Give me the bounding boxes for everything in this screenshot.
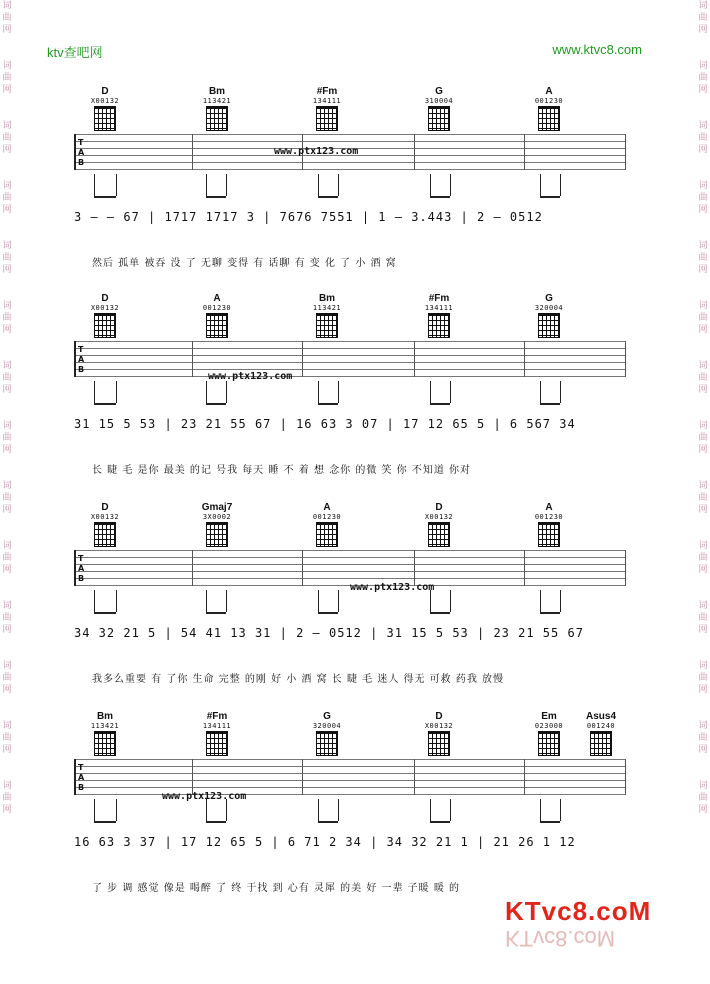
tab-staff	[74, 134, 626, 170]
chord-diagram	[80, 86, 130, 131]
chord-diagram	[80, 502, 130, 547]
chord-name: #Fm	[316, 86, 338, 97]
chord-diagram	[414, 293, 464, 338]
chord-fingering: 001230	[312, 513, 342, 521]
chord-fingering: 134111	[202, 722, 232, 730]
tab-staff	[74, 341, 626, 382]
site-url-header[interactable]: www.ktvc8.com	[552, 42, 642, 57]
side-watermark-left: 词曲网 词曲网 词曲网 词曲网 词曲网 词曲网 词曲网 词曲网 词曲网 词曲网 词曲网 词曲网 词曲网 词曲网	[2, 1, 12, 815]
site-watermark: www.ptx123.com	[208, 371, 293, 382]
chord-name: #Fm	[206, 711, 228, 722]
chord-diagram	[80, 293, 130, 338]
score-row-3	[74, 502, 626, 687]
chord-name: Em	[541, 711, 557, 722]
chord-fingering: 113421	[312, 304, 342, 312]
jianpu-notes: 3 – – 67 | 1717 1717 3 | 7676 7551 | 1 – 3.443 | 2 – 0512	[74, 210, 543, 224]
chord-name: Bm	[208, 86, 226, 97]
chord-fingering: 3X0002	[202, 513, 232, 521]
chord-name: Bm	[318, 293, 336, 304]
chord-diagram	[302, 502, 352, 547]
tab-clef: T A B	[78, 763, 85, 792]
rhythm-stems	[74, 590, 626, 618]
chord-fingering: X00132	[90, 97, 120, 105]
chord-grid	[428, 731, 450, 756]
chord-diagram	[192, 502, 242, 547]
chord-diagram	[414, 86, 464, 131]
chord-fingering: 320004	[534, 304, 564, 312]
rhythm-stems	[74, 799, 626, 827]
chord-grid	[94, 731, 116, 756]
chord-name: G	[545, 293, 553, 304]
score-row-1	[74, 86, 626, 271]
chord-name: Gmaj7	[201, 502, 233, 513]
chord-grid	[538, 522, 560, 547]
tab-staff	[74, 759, 626, 802]
chord-diagram	[192, 86, 242, 131]
chord-diagram	[80, 711, 130, 756]
chord-fingering: 001240	[586, 722, 616, 730]
jianpu-notes: 16 63 3 37 | 17 12 65 5 | 6 71 2 34 | 34 32 21 1 | 21 26 1 12	[74, 835, 576, 849]
chord-grid	[316, 731, 338, 756]
chord-grid	[206, 106, 228, 131]
chord-name: D	[101, 502, 109, 513]
chord-grid	[428, 522, 450, 547]
tab-clef: T A B	[78, 554, 85, 583]
chord-fingering: 001230	[534, 513, 564, 521]
chord-name: A	[545, 502, 553, 513]
chord-fingering: X00132	[424, 722, 454, 730]
lyrics-line: 然后 孤单 被吞 没 了 无聊 变得 有 话聊 有 变 化 了 小 酒 窝	[92, 258, 397, 269]
jianpu-notes: 34 32 21 5 | 54 41 13 31 | 2 – 0512 | 31 15 5 53 | 23 21 55 67	[74, 626, 584, 640]
chord-fingering: X00132	[424, 513, 454, 521]
chord-name: #Fm	[428, 293, 450, 304]
chord-name: G	[435, 86, 443, 97]
chord-diagram	[302, 293, 352, 338]
chord-fingering: 001230	[534, 97, 564, 105]
chord-diagram	[524, 711, 574, 756]
chord-grid	[590, 731, 612, 756]
jianpu-notes: 31 15 5 53 | 23 21 55 67 | 16 63 3 07 | 17 12 65 5 | 6 567 34	[74, 417, 576, 431]
chord-diagram	[302, 711, 352, 756]
tab-clef: T A B	[78, 345, 85, 374]
chord-name: A	[323, 502, 331, 513]
site-watermark: www.ptx123.com	[162, 791, 247, 802]
chord-diagram	[576, 711, 626, 756]
chord-diagram	[524, 293, 574, 338]
lyrics-line: 长 睫 毛 是你 最美 的记 号我 每天 睡 不 着 想 念你 的微 笑 你 不知道 你对	[92, 465, 472, 476]
chord-grid	[206, 522, 228, 547]
tab-clef: T A B	[78, 138, 85, 167]
chord-name: A	[545, 86, 553, 97]
chord-grid	[94, 313, 116, 338]
chord-grid	[206, 731, 228, 756]
rhythm-stems	[74, 381, 626, 409]
site-watermark: www.ptx123.com	[350, 582, 435, 593]
site-name-header[interactable]: ktv查吧网	[47, 45, 103, 60]
chord-grid	[206, 313, 228, 338]
chord-name: D	[101, 293, 109, 304]
chord-fingering: 134111	[312, 97, 342, 105]
side-watermark-right: 词曲网 词曲网 词曲网 词曲网 词曲网 词曲网 词曲网 词曲网 词曲网 词曲网 词曲网 词曲网 词曲网 词曲网	[698, 1, 708, 815]
tab-staff	[74, 550, 626, 593]
chord-grid	[538, 731, 560, 756]
chord-diagram	[414, 502, 464, 547]
chord-grid	[538, 313, 560, 338]
chord-grid	[94, 522, 116, 547]
brand-logo-reflection: KTvc8.coM	[505, 926, 616, 951]
chord-grid	[94, 106, 116, 131]
chord-grid	[428, 106, 450, 131]
site-watermark: www.ptx123.com	[274, 146, 359, 157]
chord-name: D	[435, 711, 443, 722]
chord-name: Asus4	[585, 711, 616, 722]
chord-fingering: 134111	[424, 304, 454, 312]
chord-diagram	[414, 711, 464, 756]
chord-diagram	[524, 502, 574, 547]
chord-fingering: X00132	[90, 304, 120, 312]
chord-name: D	[101, 86, 109, 97]
chord-fingering: 310004	[424, 97, 454, 105]
chord-fingering: 113421	[202, 97, 232, 105]
score-row-4	[74, 711, 626, 896]
brand-logo: KTvc8.coM	[505, 896, 652, 926]
score-row-2	[74, 293, 626, 478]
chord-diagram	[192, 711, 242, 756]
chord-grid	[428, 313, 450, 338]
chord-name: D	[435, 502, 443, 513]
chord-fingering: X00132	[90, 513, 120, 521]
chord-grid	[316, 313, 338, 338]
chord-diagram	[302, 86, 352, 131]
chord-name: G	[323, 711, 331, 722]
chord-diagram	[524, 86, 574, 131]
chord-fingering: 113421	[90, 722, 120, 730]
chord-grid	[316, 106, 338, 131]
chord-grid	[316, 522, 338, 547]
rhythm-stems	[74, 174, 626, 202]
lyrics-line: 我多么重要 有 了你 生命 完整 的刚 好 小 酒 窝 长 睫 毛 迷人 得无 可救 药我 放慢	[92, 674, 505, 685]
chord-name: Bm	[96, 711, 114, 722]
chord-diagram	[192, 293, 242, 338]
chord-name: A	[213, 293, 221, 304]
lyrics-line: 了 步 调 感觉 像是 喝醉 了 终 于找 到 心有 灵犀 的美 好 一辈 子暖 暖 的	[92, 883, 461, 894]
chord-fingering: 320004	[312, 722, 342, 730]
chord-fingering: 023000	[534, 722, 564, 730]
chord-fingering: 001230	[202, 304, 232, 312]
chord-grid	[538, 106, 560, 131]
